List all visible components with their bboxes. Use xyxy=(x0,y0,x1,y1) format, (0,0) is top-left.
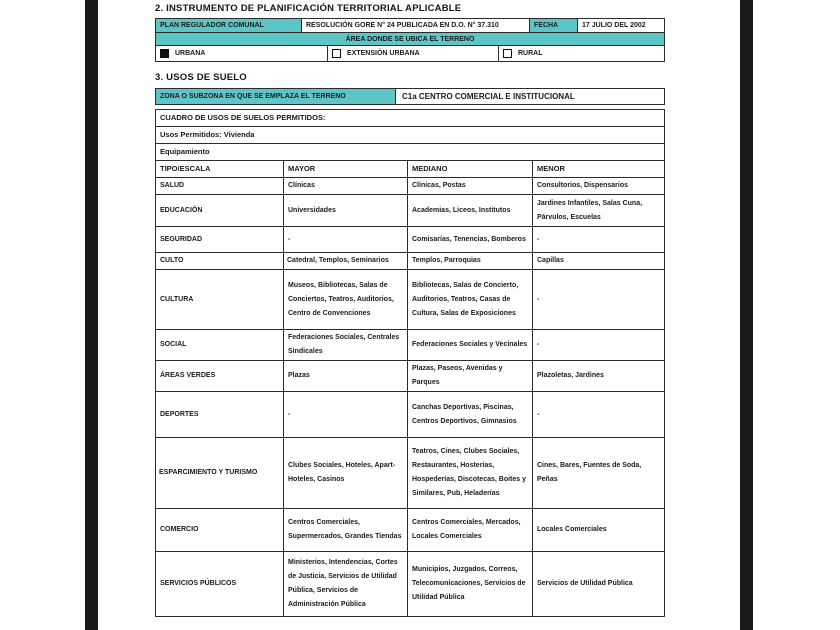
col-header-menor: MENOR xyxy=(537,164,565,173)
area-header-row xyxy=(156,33,664,46)
extension-urbana-label: EXTENSIÓN URBANA xyxy=(347,50,420,57)
table-header-row xyxy=(156,161,664,178)
equipamiento: Equipamiento xyxy=(160,147,210,156)
mediano-cell: Templos, Parroquias xyxy=(408,253,533,269)
menor-cell: Capillas xyxy=(537,257,564,264)
section2-title: 2. INSTRUMENTO DE PLANIFICACIÓN TERRITORIAL APLICABLE xyxy=(155,3,462,14)
table-row-salud xyxy=(156,178,664,195)
area-checkbox-1[interactable] xyxy=(332,49,341,58)
area-checkbox-0[interactable] xyxy=(160,49,169,58)
table-row-educacion xyxy=(156,195,664,227)
area-options-row xyxy=(156,46,664,61)
mayor-cell: Ministerios, Intendencias, Cortes de Justicia, Servicios de Utilidad Pública, Servicios de Administración Pública xyxy=(284,552,408,616)
menor-cell: Consultorios, Dispensarios xyxy=(537,182,629,189)
plan-row xyxy=(156,19,664,33)
mayor-cell: Clubes Sociales, Hoteles, Apart-Hoteles, Casinos xyxy=(284,438,408,508)
fecha-label: FECHA xyxy=(530,19,578,32)
resolucion-value: RESOLUCIÓN GORE N° 24 PUBLICADA EN D.O. N° 37.310 xyxy=(302,19,530,32)
fecha-value: 17 JULIO DEL 2002 xyxy=(582,22,646,29)
mediano-cell: Federaciones Sociales y Vecinales xyxy=(408,330,533,360)
table-row-social xyxy=(156,330,664,361)
mediano-cell: Plazas, Paseos, Avenidas y Parques xyxy=(408,361,533,391)
menor-cell: - xyxy=(537,341,540,348)
option-urbana xyxy=(156,46,328,61)
mayor-cell: Clínicas xyxy=(284,178,408,194)
menor-cell: - xyxy=(537,235,540,243)
menor-cell: Servicios de Utilidad Pública xyxy=(537,580,633,587)
tipo-cell: EDUCACIÓN xyxy=(156,195,284,226)
mayor-cell: Catedral, Templos, Seminarios xyxy=(284,253,408,269)
option-rural xyxy=(499,46,664,61)
tipo-cell: DEPORTES xyxy=(156,392,284,437)
cuadro-title: CUADRO DE USOS DE SUELOS PERMITIDOS: xyxy=(160,113,326,122)
zona-label: ZONA O SUBZONA EN QUE SE EMPLAZA EL TERRENO xyxy=(156,89,396,104)
table-row-esparcimiento xyxy=(156,438,664,509)
usos-permitidos-table xyxy=(155,109,665,617)
rural-label: RURAL xyxy=(518,50,543,57)
mediano-cell: Municipios, Juzgados, Correos, Telecomunicaciones, Servicios de Utilidad Pública xyxy=(408,552,533,616)
table-row-servicios-publicos xyxy=(156,552,664,616)
table-row-seguridad xyxy=(156,227,664,253)
mediano-cell: Teatros, Cines, Clubes Sociales, Restaurantes, Hosterías, Hospederías, Discotecas, Boites y Similares, Pub, Heladerías xyxy=(408,438,533,508)
mediano-cell: Centros Comerciales, Mercados, Locales Comerciales xyxy=(408,509,533,551)
urbana-label: URBANA xyxy=(175,50,206,57)
document-page xyxy=(155,3,665,617)
mediano-cell: Clínicas, Postas xyxy=(408,178,533,194)
table-row-comercio xyxy=(156,509,664,552)
mediano-cell: Canchas Deportivas, Piscinas, Centros Deportivos, Gimnasios xyxy=(408,392,533,437)
table-row-culto xyxy=(156,253,664,270)
zona-row xyxy=(155,88,665,105)
tipo-cell: COMERCIO xyxy=(156,509,284,551)
menor-cell: Jardines Infantiles, Salas Cuna, Párvulos, Escuelas xyxy=(537,199,643,221)
tipo-cell: CULTO xyxy=(156,253,284,269)
usos-permitidos: Usos Permitidos: Vivienda xyxy=(160,130,255,139)
mayor-cell: - xyxy=(284,227,408,252)
plan-regulador-label: PLAN REGULADOR COMUNAL xyxy=(156,19,302,32)
option-extension-urbana xyxy=(328,46,499,61)
menor-cell: Plazoletas, Jardines xyxy=(537,372,604,379)
col-header-mayor: MAYOR xyxy=(284,161,408,177)
tipo-cell: ESPARCIMIENTO Y TURISMO xyxy=(156,438,284,508)
table-row-cultura xyxy=(156,270,664,330)
tipo-cell: SERVICIOS PÚBLICOS xyxy=(156,552,284,616)
mayor-cell: - xyxy=(284,392,408,437)
left-frame-bar xyxy=(85,0,98,630)
mediano-cell: Comisarías, Tenencias, Bomberos xyxy=(408,227,533,252)
area-checkbox-2[interactable] xyxy=(503,49,512,58)
menor-cell: Cines, Bares, Fuentes de Soda, Peñas xyxy=(537,462,642,483)
tipo-cell: CULTURA xyxy=(156,270,284,329)
cuadro-title-row xyxy=(156,110,664,127)
col-header-mediano: MEDIANO xyxy=(408,161,533,177)
mediano-cell: Academias, Liceos, Institutos xyxy=(408,195,533,226)
mayor-cell: Plazas xyxy=(284,361,408,391)
col-header-tipo: TIPO/ESCALA xyxy=(156,161,284,177)
section3-title: 3. USOS DE SUELO xyxy=(155,72,247,83)
tipo-cell: SOCIAL xyxy=(156,330,284,360)
usos-permitidos-row xyxy=(156,127,664,144)
table-row-deportes xyxy=(156,392,664,438)
menor-cell: - xyxy=(537,295,540,303)
mayor-cell: Museos, Bibliotecas, Salas de Conciertos, Teatros, Auditorios, Centro de Convenciones xyxy=(284,270,408,329)
planning-instrument-table xyxy=(155,18,665,62)
zona-value: C1a CENTRO COMERCIAL E INSTITUCIONAL xyxy=(402,92,575,101)
area-header: ÁREA DONDE SE UBICA EL TERRENO xyxy=(156,33,664,45)
tipo-cell: SALUD xyxy=(156,178,284,194)
right-frame-bar xyxy=(740,0,753,630)
tipo-cell: SEGURIDAD xyxy=(156,227,284,252)
mayor-cell: Federaciones Sociales, Centrales Sindicales xyxy=(284,330,408,360)
menor-cell: - xyxy=(537,410,540,418)
mayor-cell: Centros Comerciales, Supermercados, Grandes Tiendas xyxy=(284,509,408,551)
mayor-cell: Universidades xyxy=(284,195,408,226)
table-row-areas-verdes xyxy=(156,361,664,392)
equipamiento-row xyxy=(156,144,664,161)
menor-cell: Locales Comerciales xyxy=(537,526,607,533)
mediano-cell: Bibliotecas, Salas de Concierto, Auditorios, Teatros, Casas de Cultura, Salas de Exposiciones xyxy=(408,270,533,329)
tipo-cell: ÁREAS VERDES xyxy=(156,361,284,391)
